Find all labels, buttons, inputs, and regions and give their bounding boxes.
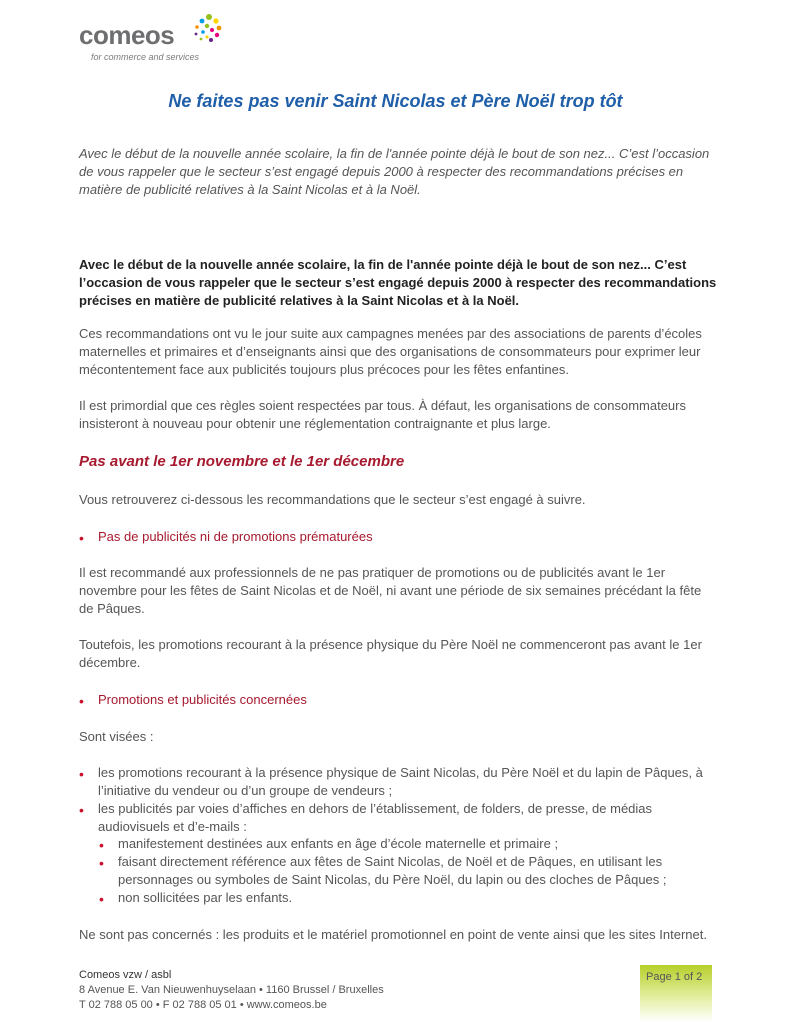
logo-tagline: for commerce and services (91, 52, 200, 62)
paragraph-toutefois: Toutefois, les promotions recourant à la présence physique du Père Noël ne commenceront pas avant le 1er décembre. (79, 637, 702, 670)
page-number: Page 1 of 2 (646, 971, 703, 983)
paragraph-primordial: Il est primordial que ces règles soient respectées par tous. À défaut, les organisations de consommateurs insisteront à nouveau pour obtenir une réglementation contraignante et plus large. (79, 398, 686, 431)
list-item-text: les publicités par voies d’affiches en dehors de l’établissement, de folders, de presse, de médias audiovisuels et d’e-mails : (98, 801, 653, 834)
list-item-text: les promotions recourant à la présence physique de Saint Nicolas, du Père Noël et du lapin de Pâques, à l’initiative du vendeur ou d’un groupe de vendeurs ; (98, 765, 703, 798)
bullet-icon: • (99, 891, 104, 907)
footer-contact: T 02 788 05 00 • F 02 788 05 01 • www.comeos.be (79, 999, 327, 1011)
paragraph-non-concernes: Ne sont pas concernés : les produits et le matériel promotionnel en point de vente ainsi que les sites Internet. (79, 927, 707, 942)
document-title: Ne faites pas venir Saint Nicolas et Père Noël trop tôt (168, 91, 623, 111)
intro-paragraph: Avec le début de la nouvelle année scolaire, la fin de l'année pointe déjà le bout de son nez... C’est l’occasion de vous rappeler que le secteur s’est engagé depuis 2000 à respecter des recommandations précises en matière de publicité relatives à la Saint Nicolas et à la Noël. (79, 146, 710, 197)
comeos-logo (79, 12, 239, 62)
logo-dots-icon (183, 12, 223, 52)
bullet-icon: • (79, 693, 84, 709)
section-subheading: Pas avant le 1er novembre et le 1er décembre (79, 453, 405, 470)
bullet-icon: • (79, 530, 84, 546)
footer-address (79, 968, 384, 1013)
list-item-text: faisant directement référence aux fêtes de Saint Nicolas, de Noël et de Pâques, en utilisant les personnages ou symboles de Saint Nicolas, du Père Noël, du lapin ou des cloches de Pâques ; (118, 854, 667, 887)
list-item-text: non sollicitées par les enfants. (118, 890, 293, 905)
paragraph-intro-list: Vous retrouverez ci-dessous les recommandations que le secteur s’est engagé à suivre. (79, 492, 586, 507)
sub-list-item (99, 835, 719, 853)
sub-list-item (99, 889, 719, 907)
footer-street: 8 Avenue E. Van Nieuwenhuyselaan • 1160 Brussel / Bruxelles (79, 984, 384, 996)
bullet-heading-premature (79, 528, 719, 546)
paragraph-recommendations: Ces recommandations ont vu le jour suite aux campagnes menées par des associations de parents d’écoles maternelles et primaires et d’enseignants ainsi que des organisations de consommateurs pour exprimer leur mécontentement face aux publicités toujours plus précoces pour les fêtes enfantines. (79, 326, 702, 377)
bullet-icon: • (79, 802, 84, 818)
sub-list-item (99, 853, 719, 889)
bullet-icon: • (99, 837, 104, 853)
bold-intro-paragraph: Avec le début de la nouvelle année scolaire, la fin de l'année pointe déjà le bout de son nez... C’est l’occasion de vous rappeler que le secteur s’est engagé depuis 2000 à respecter des recommandations précises en matière de publicité relatives à la Saint Nicolas et à la Noël. (79, 257, 717, 308)
bullet-icon: • (99, 855, 104, 871)
page-number-box (640, 965, 712, 1022)
footer-org: Comeos vzw / asbl (79, 969, 172, 981)
bullet-heading-label: Promotions et publicités concernées (98, 692, 307, 707)
bullet-heading-label: Pas de publicités ni de promotions prématurées (98, 529, 373, 544)
list-item-text: manifestement destinées aux enfants en âge d’école maternelle et primaire ; (118, 836, 559, 851)
list-item (79, 764, 719, 800)
bullet-icon: • (79, 766, 84, 782)
paragraph-sont-visees: Sont visées : (79, 729, 154, 744)
bullet-heading-concernees (79, 691, 719, 709)
paragraph-recommandation: Il est recommandé aux professionnels de ne pas pratiquer de promotions ou de publicités avant le 1er novembre pour les fêtes de Saint Nicolas et de Noël, ni avant une période de six semaines précédant la fête de Pâques. (79, 565, 702, 616)
list-item (79, 800, 719, 836)
logo-wordmark: comeos (79, 20, 175, 50)
